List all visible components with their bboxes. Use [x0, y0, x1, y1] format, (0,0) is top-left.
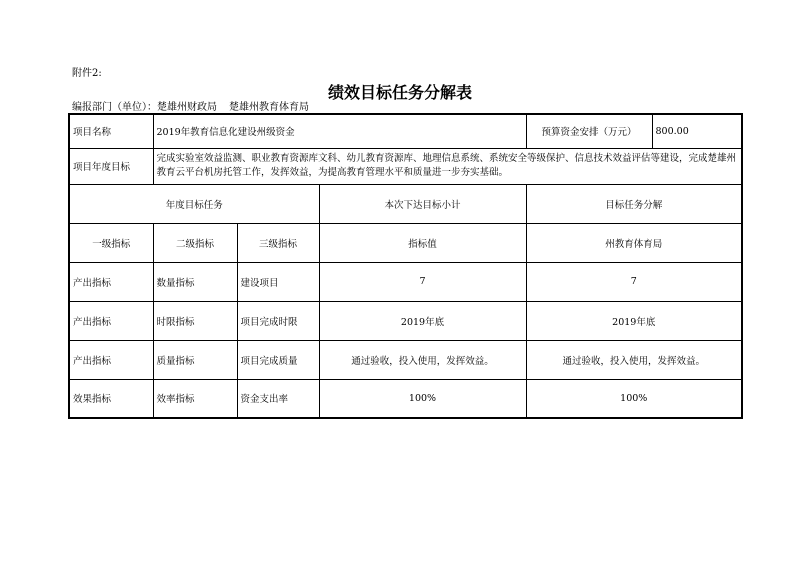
table-row — [69, 262, 742, 301]
project-name-value: 2019年教育信息化建设州级资金 — [153, 114, 526, 148]
reporting-unit — [72, 98, 309, 113]
annual-tasks-header: 年度目标任务 — [69, 184, 319, 223]
level3-cell: 项目完成时限 — [237, 301, 319, 340]
level2-cell: 数量指标 — [153, 262, 237, 301]
level1-cell: 效果指标 — [69, 379, 153, 418]
org-label: 编报部门（单位）：楚雄州财政局 — [72, 102, 217, 113]
level2-cell: 质量指标 — [153, 340, 237, 379]
level2-cell: 时限指标 — [153, 301, 237, 340]
indicator-value-cell: 2019年底 — [319, 301, 526, 340]
budget-value: 800.00 — [652, 114, 742, 148]
unit-value-cell: 100% — [526, 379, 742, 418]
indicator-value-cell: 7 — [319, 262, 526, 301]
annual-goal-label: 项目年度目标 — [69, 148, 153, 184]
unit-value-cell: 2019年底 — [526, 301, 742, 340]
level1-header: 一级指标 — [69, 223, 153, 262]
level2-header: 二级指标 — [153, 223, 237, 262]
level3-cell: 建设项目 — [237, 262, 319, 301]
level3-header: 三级指标 — [237, 223, 319, 262]
project-name-row — [69, 114, 742, 148]
unit-value-cell: 通过验收，投入使用，发挥效益。 — [526, 340, 742, 379]
issued-subtotal-header: 本次下达目标小计 — [319, 184, 526, 223]
level1-cell: 产出指标 — [69, 301, 153, 340]
decomposition-header: 目标任务分解 — [526, 184, 742, 223]
budget-label: 预算资金安排（万元） — [526, 114, 652, 148]
indicator-value-cell: 通过验收，投入使用，发挥效益。 — [319, 340, 526, 379]
indicator-value-header: 指标值 — [319, 223, 526, 262]
performance-table — [68, 113, 743, 419]
annual-goal-row — [69, 148, 742, 184]
level3-cell: 项目完成质量 — [237, 340, 319, 379]
indicator-value-cell: 100% — [319, 379, 526, 418]
attachment-label: 附件2: — [72, 68, 102, 79]
table-row — [69, 301, 742, 340]
table-row — [69, 379, 742, 418]
column-header-row — [69, 223, 742, 262]
unit-value-cell: 7 — [526, 262, 742, 301]
level1-cell: 产出指标 — [69, 262, 153, 301]
level3-cell: 资金支出率 — [237, 379, 319, 418]
level1-cell: 产出指标 — [69, 340, 153, 379]
page-title: 绩效目标任务分解表 — [327, 83, 472, 102]
group-header-row — [69, 184, 742, 223]
table-row — [69, 340, 742, 379]
annual-goal-value: 完成实验室效益监测、职业教育资源库文科、幼儿教育资源库、地理信息系统、系统安全等级保护、信息技术效益评估等建设，完成楚雄州教育云平台机房托管工作，发挥效益，为提高教育管理水平和质量进一步夯实基础。 — [153, 148, 742, 184]
level2-cell: 效率指标 — [153, 379, 237, 418]
org-name: 楚雄州教育体育局 — [229, 102, 309, 113]
unit-header: 州教育体育局 — [526, 223, 742, 262]
project-name-label: 项目名称 — [69, 114, 153, 148]
